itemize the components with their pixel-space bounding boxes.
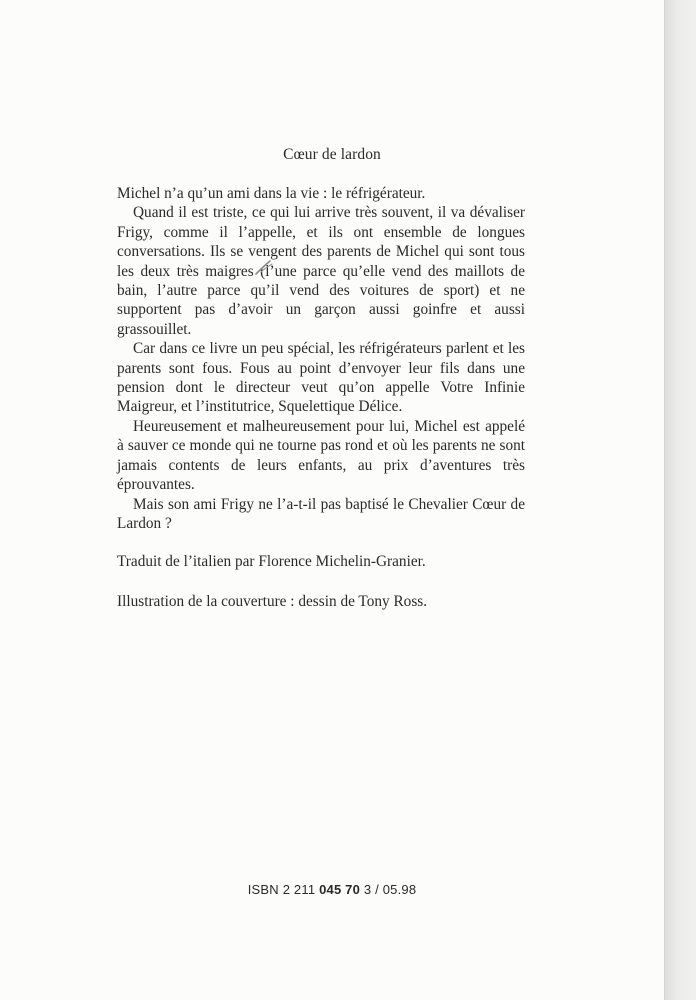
blurb-paragraph-3: Car dans ce livre un peu spécial, les réfrigérateurs parlent et les parents sont fous. Fous au point d’envoyer leur fils dans une pension dont le directeur veut qu’on appelle Votre Infinie Maigreur, et l’institutrice, Squelettique Délice. [117,340,525,416]
illustration-credit: Illustration de la couverture : dessin de Tony Ross. [117,593,428,610]
blurb-paragraph-5: Mais son ami Frigy ne l’a-t-il pas baptisé le Chevalier Cœur de Lardon ? [117,495,525,532]
isbn-line [0,882,664,897]
isbn-prefix: ISBN 2 211 [247,882,320,897]
blurb-paragraph-4: Heureusement et malheureusement pour lui, Michel est appelé à sauver ce monde qui ne tourne pas rond et où les parents ne sont jamais contents de leurs enfants, au prix d’aventures très éprouvantes. [117,417,525,494]
blurb-paragraph-2: Quand il est triste, ce qui lui arrive très souvent, il va dévaliser Frigy, comme il l’appelle, et ils ont ensemble de longues conversations. Ils se vengent des parents de Michel qui sont tous les deux très maigres (l’une parce qu’elle vend des maillots de bain, l’autre parce qu’il vend des voitures de sport) et ne supportent pas d’avoir un garçon aussi goinfre et aussi grassouillet. [117,204,525,338]
blurb [117,184,525,533]
isbn-bold: 045 70 [319,882,361,897]
isbn-suffix: 3 / 05.98 [360,882,417,897]
book-title: Cœur de lardon [283,146,381,163]
translator-credit: Traduit de l’italien par Florence Michelin-Granier. [117,553,426,570]
blurb-paragraph-1: Michel n’a qu’un ami dans la vie : le réfrigérateur. [117,185,426,202]
page-edge [664,0,696,1000]
pencil-mark [252,259,278,277]
